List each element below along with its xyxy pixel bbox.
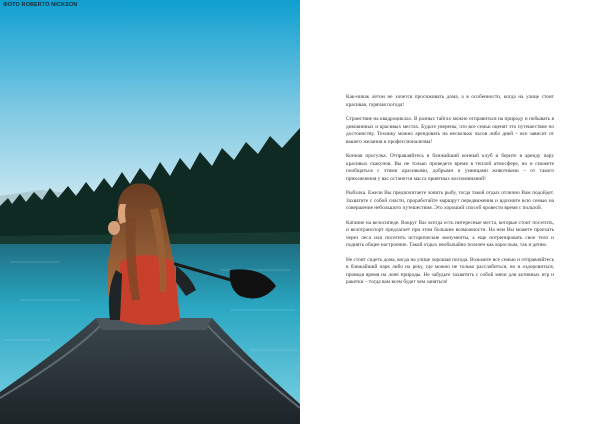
paragraph-conclusion: Не стоит сидеть дома, когда на улице хорошая погода. Возьмите все семью и отправляйтесь в ближайший парк либо на реку, где можно не только расслабиться, но и оздоровиться, проведя время на лоне природы. Не забудьте захватить с собой мячи для активных игр и ракетки – тогда вам всем будет чем заняться! <box>346 256 554 285</box>
photo-credit: ФОТО ROBERTO NICKSON <box>3 2 78 8</box>
paragraph-cycling: Катание на велосипеде. Вокруг Вас всегда есть интересные места, которые стоит посетить, и велотранспорт предлагает при этом большие возможности. На нем Вы можете проехать через леса или посетить исторические монументы, а еще потренировать свое тело и поднять общее настроение. Такой отдых необычайно полезен как взрослым, так и детям. <box>346 219 554 248</box>
text-page <box>300 0 600 424</box>
article-body <box>346 94 554 294</box>
paragraph-horse-ride: Конная прогулка. Отправляйтесь в ближайший конный клуб и берите в аренду пару красивых скакунов. Вы не только проведете время в теплой атмосфере, но и сможете пообщаться с этими красивыми, добрыми и умницами животными – от такого приключения у вас останется масса приятных воспоминаний! <box>346 153 554 182</box>
paragraph-fishing: Рыбалка. Ежели Вы предпочитаете ловить рыбу, тогда такой отдых отлично Вам подойдет. Захватите с собой снасти, проработайте маршрут передвижения и вдохните всю семью на совершение небольшого путешествия. Это хороший способ провести время с пользой. <box>346 190 554 211</box>
paragraph-intro: Как-никак летом не хочется просиживать дома, а в особенности, когда на улице стоит красивая, горячая погода! <box>346 94 554 108</box>
paragraph-quad-bikes: Странствие на квадроциклах. В разных тайгах можно отправиться на природу и побывать в диковинных и красивых местах. Будьте уверены, что все семьи оценят это путешествие по достоинству. Технику можно арендовать на несколько часов либо дней – все зависит от вашего желания и профессионализма! <box>346 116 554 145</box>
